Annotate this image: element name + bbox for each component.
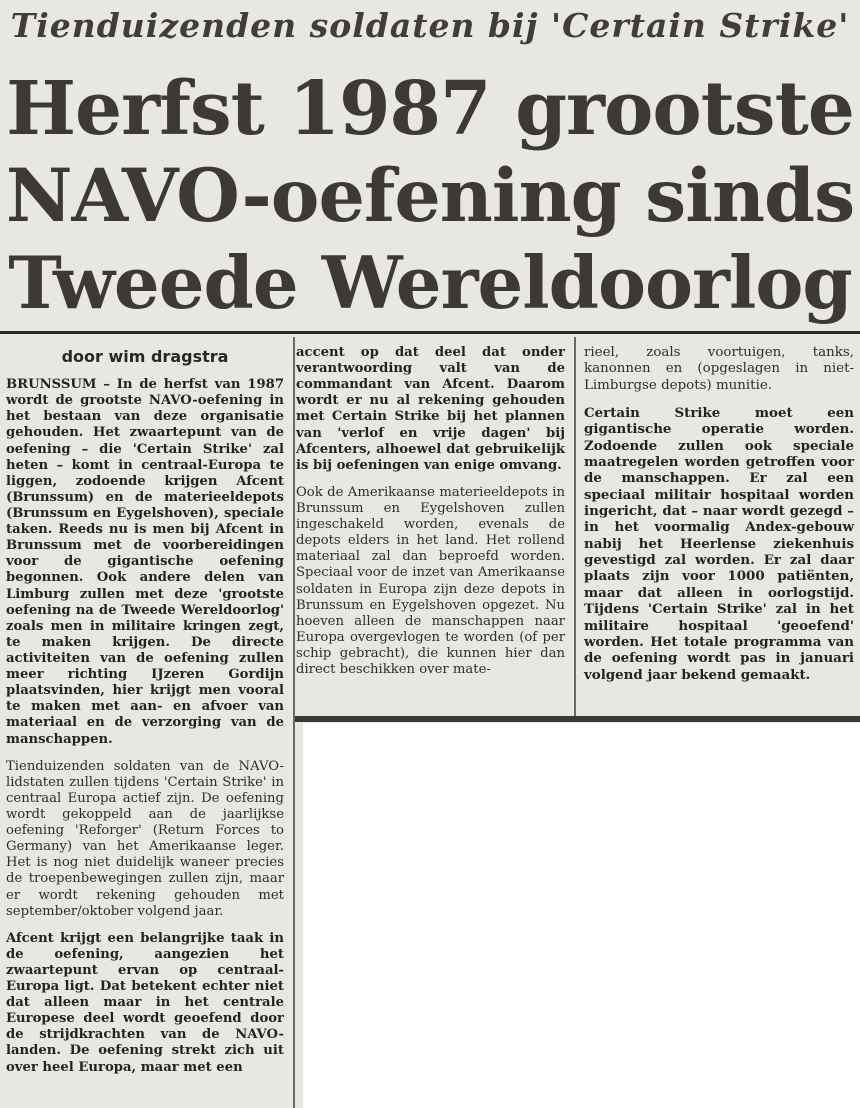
paragraph: Afcent krijgt een belangrijke taak in de oefening, aangezien het zwaartepunt ervan op centraal-Europa ligt. Dat betekent echter niet dat alleen maar in het centrale Europese deel wordt geoefend door de strijdkrachten van de NAVO-landen. De oefening strekt zich uit over heel Europa, maar met een	[6, 930, 284, 1075]
headline-line-2: NAVO-oefening sinds	[5, 153, 855, 239]
column-2	[296, 345, 565, 689]
paragraph: Tienduizenden soldaten van de NAVO-lidstaten zullen tijdens 'Certain Strike' in centraal Europa actief zijn. De oefening wordt gekoppeld aan de jaarlijkse oefening 'Reforger' (Return Forces to Germany) van het Amerikaanse leger. Het is nog niet duidelijk waneer precies de troepenbewegingen zullen zijn, maar er wordt rekening gehouden met september/oktober volgend jaar.	[6, 758, 284, 919]
blank-area	[303, 723, 860, 1108]
column-divider-2	[574, 337, 576, 717]
column-1	[6, 349, 284, 1087]
paragraph: Certain Strike moet een gigantische operatie worden. Zodoende zullen ook speciale maatregelen worden getroffen voor de manschappen. Er zal een speciaal militair hospitaal worden ingericht, dat – naar wordt gezegd – in het voormalig Andex-gebouw nabij het Heerlense ziekenhuis gevestigd zal worden. Er zal daar plaats zijn voor 1000 patiënten, maar dat alleen in oorlogstijd. Tijdens 'Certain Strike' zal in het militaire hospitaal 'geoefend' worden. Het totale programma van de oefening wordt pas in januari volgend jaar bekend gemaakt.	[584, 405, 854, 683]
paragraph: accent op dat deel dat onder verantwoording valt van de commandant van Afcent. Daarom wordt er nu al rekening gehouden met Certain Strike bij het plannen van 'verlof en vrije dagen' bij Afcenters, alhoewel dat gebruikelijk is bij oefeningen van enige omvang.	[296, 345, 565, 473]
dateline: BRUNSSUM –	[6, 377, 110, 393]
headline-rule	[0, 331, 860, 334]
byline: door wim dragstra	[61, 347, 229, 366]
paragraph: Ook de Amerikaanse materieeldepots in Brunssum en Eygelshoven zullen ingeschakeld worden, evenals de depots elders in het land. Het rollend materiaal zal dan beproefd worden. Speciaal voor de inzet van Amerikaanse soldaten in Europa zijn deze depots in Brunssum en Eygelshoven opgezet. Nu hoeven alleen de manschappen naar Europa overgevlogen te worden (of per schip gebracht), die kunnen hier dan direct beschikken over mate-	[296, 484, 565, 678]
headline-line-3: Tweede Wereldoorlog	[8, 240, 852, 325]
column-divider-1	[293, 337, 295, 1108]
paragraph: rieel, zoals voortuigen, tanks, kanonnen en (opgeslagen in niet-Limburgse depots) munitie.	[584, 345, 854, 393]
paragraph	[6, 377, 284, 748]
lead-text: In de herfst van 1987 wordt de grootste NAVO-oefening in het bestaan van deze organisatie gehouden. Het zwaartepunt van de oefening – die 'Certain Strike' zal heten – komt in centraal-Europa te liggen, zodoende krijgen Afcent (Brunssum) en de materieeldepots (Brunssum en Eygelshoven), speciale taken. Reeds nu is men bij Afcent in Brunssum met de voorbereidingen voor de gigantische oefening begonnen. Ook andere delen van Limburg zullen met deze 'grootste oefening na de Tweede Wereldoorlog' zoals men in militaire kringen zegt, te maken krijgen. De directe activiteiten van de oefening zullen meer richting IJzeren Gordijn plaatsvinden, hier krijgt men vooral te maken met aan- en afvoer van materiaal en de verzorging van de manschappen.	[6, 377, 284, 747]
kicker-headline: Tienduizenden soldaten bij 'Certain Strike'	[10, 6, 850, 45]
column-3	[584, 345, 854, 694]
bottom-rule	[295, 716, 860, 722]
headline-line-1: Herfst 1987 grootste	[6, 66, 854, 152]
